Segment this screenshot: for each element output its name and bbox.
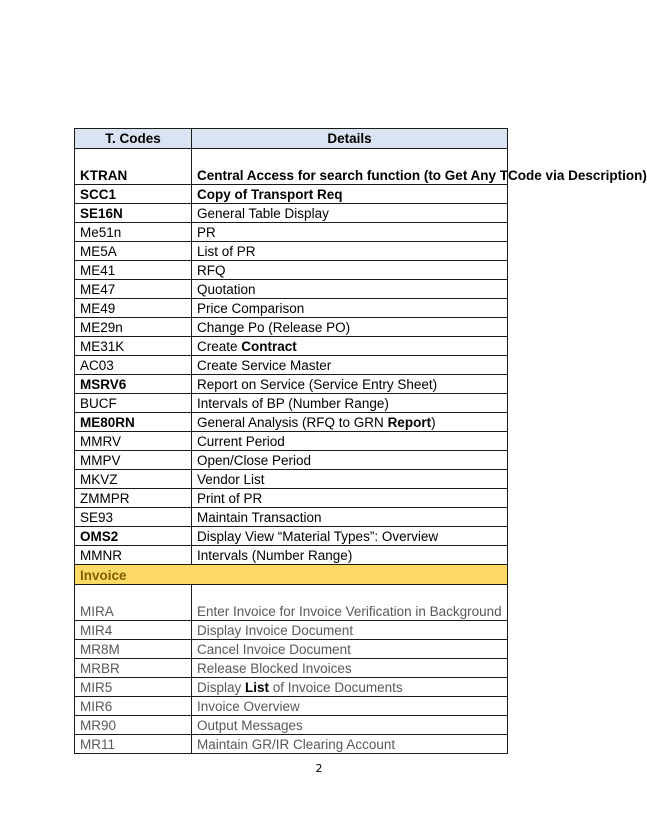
details-cell: Intervals (Number Range) <box>192 546 508 565</box>
tcode-cell: MIRA <box>75 585 192 621</box>
header-tcodes: T. Codes <box>75 129 192 149</box>
table-row <box>75 659 508 678</box>
details-text-end: ) <box>431 415 436 430</box>
details-cell: RFQ <box>192 261 508 280</box>
tcode-cell: OMS2 <box>75 527 192 546</box>
table-row <box>75 470 508 489</box>
table-row <box>75 697 508 716</box>
tcode-cell: MIR4 <box>75 621 192 640</box>
tcode-cell: AC03 <box>75 356 192 375</box>
table-row <box>75 375 508 394</box>
details-cell: Copy of Transport Req <box>192 185 508 204</box>
tcode-cell: ME47 <box>75 280 192 299</box>
tcode-cell: ME29n <box>75 318 192 337</box>
tcode-cell: MMRV <box>75 432 192 451</box>
tcode-cell: SE16N <box>75 204 192 223</box>
table-row <box>75 621 508 640</box>
details-text-end: of Invoice Documents <box>269 680 403 695</box>
details-cell: Quotation <box>192 280 508 299</box>
details-text: Create <box>197 339 242 354</box>
tcode-cell: ME80RN <box>75 413 192 432</box>
table-row <box>75 185 508 204</box>
tcode-cell: ME31K <box>75 337 192 356</box>
page-number: 2 <box>315 762 323 775</box>
tcode-cell: ME49 <box>75 299 192 318</box>
tcode-cell: SCC1 <box>75 185 192 204</box>
details-cell: Cancel Invoice Document <box>192 640 508 659</box>
table-row <box>75 413 508 432</box>
details-cell: General Table Display <box>192 204 508 223</box>
tcode-cell: MR8M <box>75 640 192 659</box>
table-row <box>75 149 508 185</box>
tcode-cell: ZMMPR <box>75 489 192 508</box>
details-cell: Intervals of BP (Number Range) <box>192 394 508 413</box>
details-cell: Invoice Overview <box>192 697 508 716</box>
tcode-cell: ME5A <box>75 242 192 261</box>
details-text: Display <box>197 680 246 695</box>
tcode-cell: ME41 <box>75 261 192 280</box>
details-bold-text: List <box>245 680 270 695</box>
details-cell: Maintain Transaction <box>192 508 508 527</box>
section-title: Invoice <box>75 565 508 585</box>
table-row <box>75 242 508 261</box>
details-cell: Vendor List <box>192 470 508 489</box>
table-row <box>75 356 508 375</box>
details-cell: Central Access for search function (to Get Any TCode via Description) <box>192 149 508 185</box>
table-row <box>75 223 508 242</box>
details-bold-text: Contract <box>241 339 297 354</box>
tcode-cell: MSRV6 <box>75 375 192 394</box>
details-cell: Display View “Material Types”: Overview <box>192 527 508 546</box>
tcode-cell: MKVZ <box>75 470 192 489</box>
section-row-invoice <box>75 565 508 585</box>
table-header-row <box>75 129 508 149</box>
table-row <box>75 678 508 697</box>
table-row <box>75 204 508 223</box>
details-cell: Release Blocked Invoices <box>192 659 508 678</box>
table-row <box>75 261 508 280</box>
details-cell: Display Invoice Document <box>192 621 508 640</box>
tcode-cell: BUCF <box>75 394 192 413</box>
details-cell: Price Comparison <box>192 299 508 318</box>
table-row <box>75 735 508 754</box>
details-cell: Output Messages <box>192 716 508 735</box>
details-cell: Create Service Master <box>192 356 508 375</box>
details-cell: List of PR <box>192 242 508 261</box>
details-cell: Report on Service (Service Entry Sheet) <box>192 375 508 394</box>
table-row <box>75 508 508 527</box>
tcode-cell: MR90 <box>75 716 192 735</box>
details-cell <box>192 337 508 356</box>
table-row <box>75 337 508 356</box>
table-row <box>75 432 508 451</box>
tcode-cell: MMPV <box>75 451 192 470</box>
tcodes-table <box>74 128 647 754</box>
details-cell: Enter Invoice for Invoice Verification in Background <box>192 585 508 621</box>
tcode-cell: MMNR <box>75 546 192 565</box>
details-cell <box>192 678 508 697</box>
details-cell: PR <box>192 223 508 242</box>
table-row <box>75 451 508 470</box>
tcode-cell: KTRAN <box>75 149 192 185</box>
table-row <box>75 640 508 659</box>
table-row <box>75 299 508 318</box>
tcode-cell: MIR5 <box>75 678 192 697</box>
table-row <box>75 318 508 337</box>
details-cell: Maintain GR/IR Clearing Account <box>192 735 508 754</box>
details-cell: Current Period <box>192 432 508 451</box>
table-row <box>75 546 508 565</box>
details-cell <box>192 413 508 432</box>
tcode-cell: Me51n <box>75 223 192 242</box>
table-row <box>75 716 508 735</box>
details-bold-text: Report <box>387 415 432 430</box>
header-details: Details <box>192 129 508 149</box>
table-row <box>75 527 508 546</box>
tcode-cell: MRBR <box>75 659 192 678</box>
tcode-cell: SE93 <box>75 508 192 527</box>
table-row <box>75 394 508 413</box>
tcode-cell: MR11 <box>75 735 192 754</box>
table-row <box>75 280 508 299</box>
details-text: General Analysis (RFQ to GRN <box>197 415 388 430</box>
details-cell: Change Po (Release PO) <box>192 318 508 337</box>
table-row <box>75 585 508 621</box>
tcode-cell: MIR6 <box>75 697 192 716</box>
table-row <box>75 489 508 508</box>
details-cell: Open/Close Period <box>192 451 508 470</box>
details-cell: Print of PR <box>192 489 508 508</box>
